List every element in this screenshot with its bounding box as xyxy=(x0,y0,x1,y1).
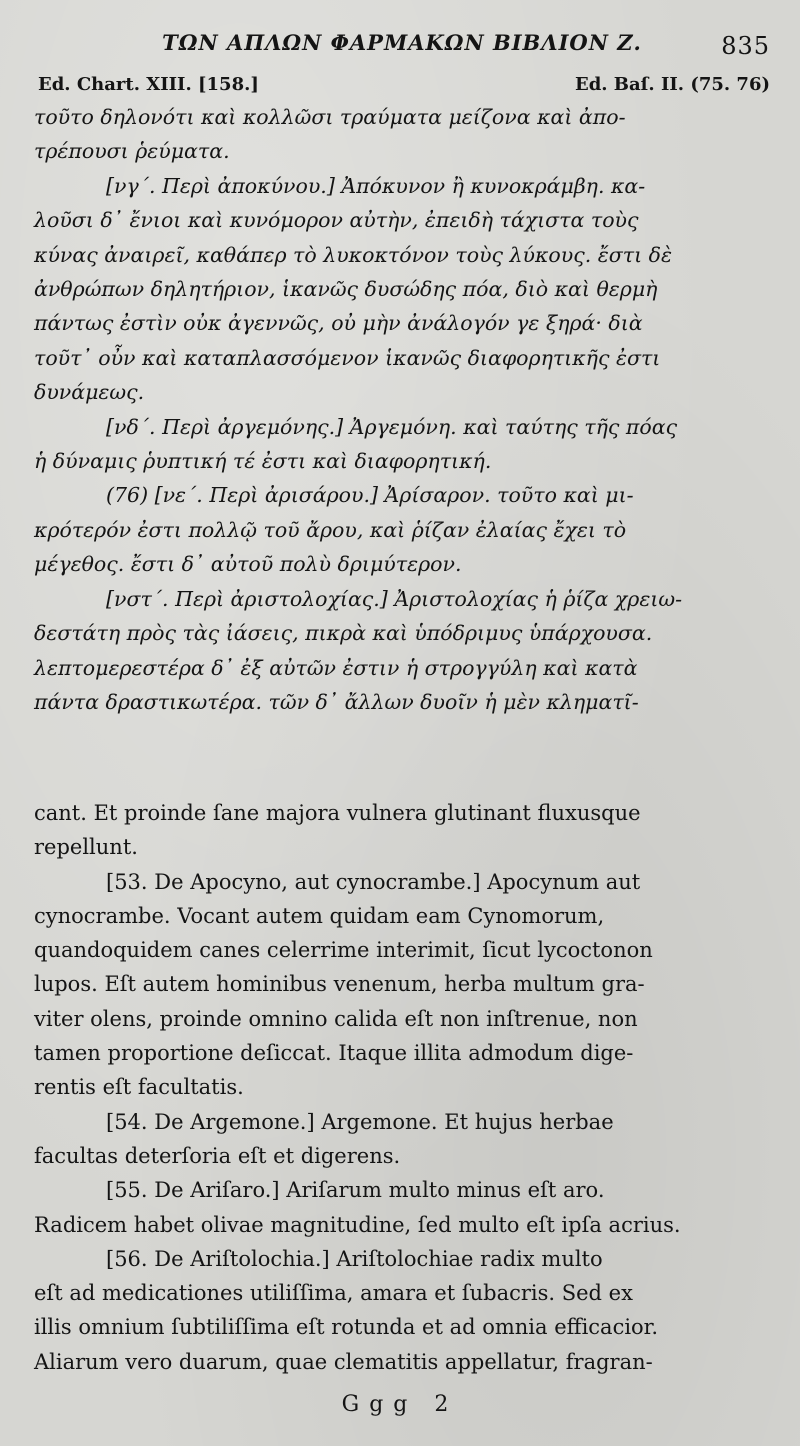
latin-line: [53. De Apocyno, aut cynocrambe.] Apocynum aut xyxy=(106,869,641,894)
greek-line: ἡ δύναμις ῥυπτική τέ ἐστι καὶ διαφορητική. xyxy=(34,449,492,474)
page-header xyxy=(34,30,770,64)
latin-line: rentis eſt facultatis. xyxy=(34,1075,244,1100)
greek-line: [νδ΄. Περὶ ἀργεμόνης.] Ἀργεμόνη. καὶ ταύτης τῆς πόας xyxy=(106,414,678,439)
greek-line: τοῦτ᾽ οὖν καὶ καταπλασσόμενον ἱκανῶς διαφορητικῆς ἐστι xyxy=(34,345,661,370)
latin-line: tamen proportione deſiccat. Itaque illita admodum dige- xyxy=(34,1041,634,1066)
greek-line: κρότερόν ἐστι πολλῷ τοῦ ἄρου, καὶ ῥίζαν ἐλαίας ἔχει τὸ xyxy=(34,517,627,542)
latin-line: facultas deterſoria eſt et digerens. xyxy=(34,1143,401,1168)
latin-line: lupos. Eſt autem hominibus venenum, herba multum gra- xyxy=(34,972,645,997)
greek-line: μέγεθος. ἔστι δ᾽ αὐτοῦ πολὺ δριμύτερον. xyxy=(34,552,462,577)
greek-text-block xyxy=(34,100,770,719)
greek-line: δυνάμεως. xyxy=(34,380,145,405)
latin-line: [55. De Ariſaro.] Ariſarum multo minus eſt aro. xyxy=(106,1178,605,1203)
edition-reference-line xyxy=(34,74,770,100)
greek-line: [νστ΄. Περὶ ἀριστολοχίας.] Ἀριστολοχίας ἡ ῥίζα χρειω- xyxy=(106,586,683,611)
latin-line: illis omnium ſubtiliſſima eſt rotunda et ad omnia efficacior. xyxy=(34,1315,659,1340)
latin-line: eſt ad medicationes utiliſſima, amara et ſubacris. Sed ex xyxy=(34,1281,633,1306)
latin-line: quandoquidem canes celerrime interimit, ſicut lycoctonon xyxy=(34,938,653,963)
latin-line: Aliarum vero duarum, quae clematitis appellatur, fragran- xyxy=(34,1349,653,1374)
greek-line: τοῦτο δηλονότι καὶ κολλῶσι τραύματα μείζονα καὶ ἀπο- xyxy=(34,105,626,129)
greek-line: πάντως ἐστὶν οὐκ ἀγεννῶς, οὐ μὴν ἀνάλογόν γε ξηρά· διὰ xyxy=(34,311,643,336)
greek-line: τρέπουσι ῥεύματα. xyxy=(34,139,230,164)
greek-line: δεστάτη πρὸς τὰς ἰάσεις, πικρὰ καὶ ὑπόδριμυς ὑπάρχουσα. xyxy=(34,621,653,646)
greek-line: πάντα δραστικωτέρα. τῶν δ᾽ ἄλλων δυοῖν ἡ μὲν κληματῖ- xyxy=(34,689,639,714)
latin-line: cynocrambe. Vocant autem quidam eam Cynomorum, xyxy=(34,903,605,928)
latin-text-block xyxy=(34,796,764,1379)
latin-line: repellunt. xyxy=(34,835,138,860)
greek-line: λεπτομερεστέρα δ᾽ ἐξ αὐτῶν ἐστιν ἡ στρογγύλη καὶ κατὰ xyxy=(34,655,638,680)
greek-line: ἀνθρώπων δηλητήριον, ἱκανῶς δυσώδης πόα, διὸ καὶ θερμὴ xyxy=(34,277,658,302)
latin-line: [54. De Argemone.] Argemone. Et hujus herbae xyxy=(106,1109,614,1134)
greek-line: [νγ΄. Περὶ ἀποκύνου.] Ἀπόκυνον ἢ κυνοκράμβη. κα- xyxy=(106,173,646,198)
running-title: ΤΩΝ ΑΠΛΩΝ ΦΑΡΜΑΚΩΝ ΒΙΒΛΙΟΝ Ζ. xyxy=(162,30,642,55)
greek-line: κύνας ἀναιρεῖ, καθάπερ τὸ λυκοκτόνον τοὺς λύκους. ἔστι δὲ xyxy=(34,242,672,267)
signature-mark: Ggg 2 xyxy=(341,1392,459,1417)
edition-chartier-reference: Ed. Chart. XIII. [158.] xyxy=(38,74,259,95)
latin-line: Radicem habet olivae magnitudine, ſed multo eſt ipſa acrius. xyxy=(34,1212,681,1237)
greek-line: λοῦσι δ᾽ ἔνιοι καὶ κυνόμορον αὐτὴν, ἐπειδὴ τάχιστα τοὺς xyxy=(34,208,639,233)
greek-line: (76) [νε΄. Περὶ ἀρισάρου.] Ἀρίσαρον. τοῦτο καὶ μι- xyxy=(106,483,634,508)
latin-line: [56. De Ariſtolochia.] Ariſtolochiae radix multo xyxy=(106,1246,603,1271)
page-number: 835 xyxy=(721,32,770,60)
latin-line: viter olens, proinde omnino calida eſt non inſtrenue, non xyxy=(34,1006,638,1031)
latin-line: cant. Et proinde ſane majora vulnera glutinant fluxusque xyxy=(34,801,641,825)
edition-basel-reference: Ed. Baſ. II. (75. 76) xyxy=(574,74,770,95)
